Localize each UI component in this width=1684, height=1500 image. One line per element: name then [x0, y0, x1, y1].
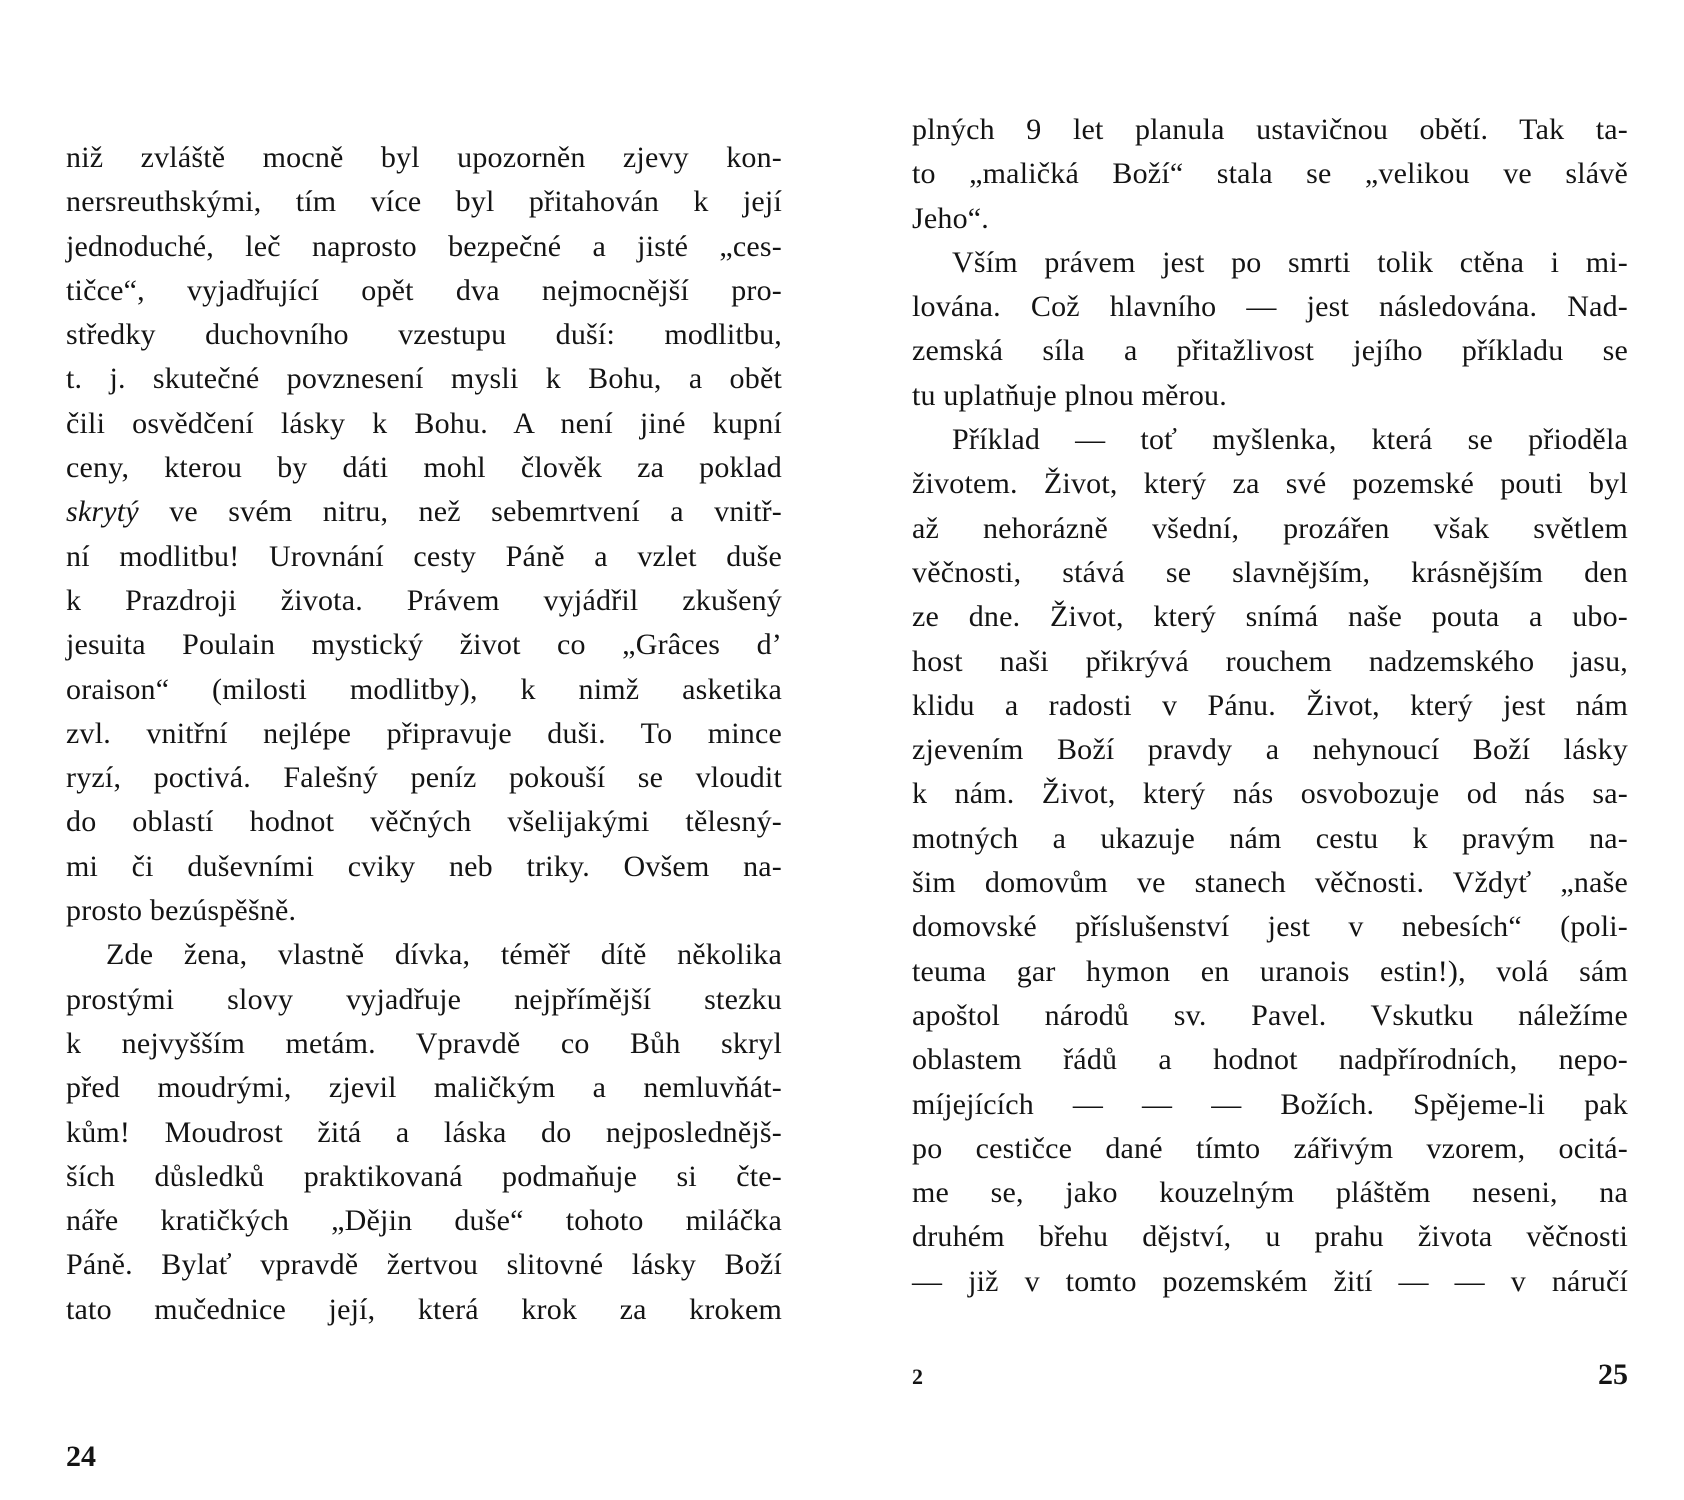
text-line: niž zvláště mocně byl upozorněn zjevy kon-: [66, 141, 782, 174]
text-line: středky duchovního vzestupu duší: modlitbu,: [66, 318, 782, 352]
text-line: k Prazdroji života. Právem vyjádřil zkušený: [66, 583, 782, 617]
text-line: k nám. Život, který nás osvobozuje od nás sa-: [912, 777, 1628, 811]
text-line: ryzí, poctivá. Falešný peníz pokouší se vloudit: [66, 761, 782, 795]
text-line: čili osvědčení lásky k Bohu. A není jiné kupní: [66, 406, 782, 440]
paragraph-start-line: Zde žena, vlastně dívka, téměř dítě několika: [106, 938, 782, 972]
text-line: teuma gar hymon en uranois estin!), volá sám: [912, 954, 1628, 988]
paragraph-start-line: Vším právem jest po smrti tolik ctěna i mi-: [952, 245, 1628, 279]
text-line: až nehorázně všední, prozářen však světlem: [912, 511, 1628, 545]
text-line: ších důsledků praktikovaná podmaňuje si čte-: [66, 1159, 782, 1193]
text-line: ze dne. Život, který snímá naše pouta a ubo-: [912, 600, 1628, 634]
text-line: zjevením Boží pravdy a nehynoucí Boží lásky: [912, 733, 1628, 767]
text-line: prostými slovy vyjadřuje nejpřímější stezku: [66, 982, 782, 1016]
text-line: nersreuthskými, tím více byl přitahován k její: [66, 185, 782, 219]
text-line: před moudrými, zjevil maličkým a nemluvňát-: [66, 1071, 782, 1105]
text-line-with-italic: [66, 490, 782, 534]
text-line: náře kratičkých „Dějin duše“ tohoto miláčka: [66, 1204, 782, 1238]
italic-word: skrytý: [66, 495, 139, 529]
text-line: míjejících — — — Božích. Spějeme-li pak: [912, 1087, 1628, 1121]
text-line: apoštol národů sv. Pavel. Vskutku náležíme: [912, 998, 1628, 1032]
text-line: tato mučednice její, která krok za krokem: [66, 1292, 782, 1326]
right-page: [912, 0, 1628, 1500]
text-line: životem. Život, který za své pozemské pouti byl: [912, 467, 1628, 501]
text-line: plných 9 let planula ustavičnou obětí. Tak ta-: [912, 113, 1628, 146]
text-line: Páně. Bylať vpravdě žertvou slitovné lásky Boží: [66, 1248, 782, 1282]
text-line: t. j. skutečné povznesení mysli k Bohu, a obět: [66, 362, 782, 396]
text-line: po cestičce dané tímto zářivým vzorem, ocitá-: [912, 1131, 1628, 1165]
paragraph-end-line: prosto bezúspěšně.: [66, 894, 297, 928]
left-page-text: [66, 136, 782, 1332]
page-number: 25: [1598, 1358, 1628, 1391]
paragraph-start-line: Příklad — toť myšlenka, která se přioděla: [952, 423, 1628, 457]
text-line: klidu a radosti v Pánu. Život, který jest nám: [912, 688, 1628, 722]
text-line: kům! Moudrost žitá a láska do nejposlednějš-: [66, 1115, 782, 1149]
text-line: motných a ukazuje nám cestu k pravým na-: [912, 821, 1628, 855]
text-line: druhém břehu dějství, u prahu života věčnosti: [912, 1220, 1628, 1254]
text-line: lována. Což hlavního — jest následována. Nad-: [912, 290, 1628, 324]
text-line: host naši přikrývá rouchem nadzemského jasu,: [912, 644, 1628, 678]
signature-mark: 2: [912, 1364, 923, 1389]
text-line-rest: ve svém nitru, než sebemrtvení a vnitř-: [169, 495, 782, 529]
text-line: k nejvyšším metám. Vpravdě co Bůh skryl: [66, 1026, 782, 1060]
text-line: mi či duševními cviky neb triky. Ovšem na-: [66, 849, 782, 883]
left-page: [66, 0, 782, 1500]
text-line: to „maličká Boží“ stala se „velikou ve slávě: [912, 157, 1628, 191]
paragraph-end-line: Jeho“.: [912, 201, 990, 235]
text-line: tičce“, vyjadřující opět dva nejmocnější pro-: [66, 273, 782, 307]
text-line: ní modlitbu! Urovnání cesty Páně a vzlet duše: [66, 539, 782, 573]
text-line: — již v tomto pozemském žití — — v náručí: [912, 1264, 1628, 1298]
right-page-text: [912, 108, 1628, 1304]
paragraph-end-line: tu uplatňuje plnou měrou.: [912, 378, 1227, 412]
text-line: domovské příslušenství jest v nebesích“ (poli-: [912, 910, 1628, 944]
text-line: šim domovům ve stanech věčnosti. Vždyť „naše: [912, 866, 1628, 900]
text-line: zemská síla a přitažlivost jejího příkladu se: [912, 334, 1628, 368]
text-line: oblastem řádů a hodnot nadpřírodních, nepo-: [912, 1043, 1628, 1077]
text-line: jesuita Poulain mystický život co „Grâces d’: [66, 628, 782, 662]
text-line: ceny, kterou by dáti mohl člověk za poklad: [66, 451, 782, 485]
text-line: me se, jako kouzelným pláštěm neseni, na: [912, 1176, 1628, 1210]
page-number: 24: [66, 1440, 96, 1473]
text-line: jednoduché, leč naprosto bezpečné a jisté „ces-: [66, 229, 782, 263]
text-line: zvl. vnitřní nejlépe připravuje duši. To mince: [66, 716, 782, 750]
text-line: věčnosti, stává se slavnějším, krásnějším den: [912, 555, 1628, 589]
text-line: oraison“ (milosti modlitby), k nimž asketika: [66, 672, 782, 706]
text-line: do oblastí hodnot věčných všelijakými tělesný-: [66, 805, 782, 839]
